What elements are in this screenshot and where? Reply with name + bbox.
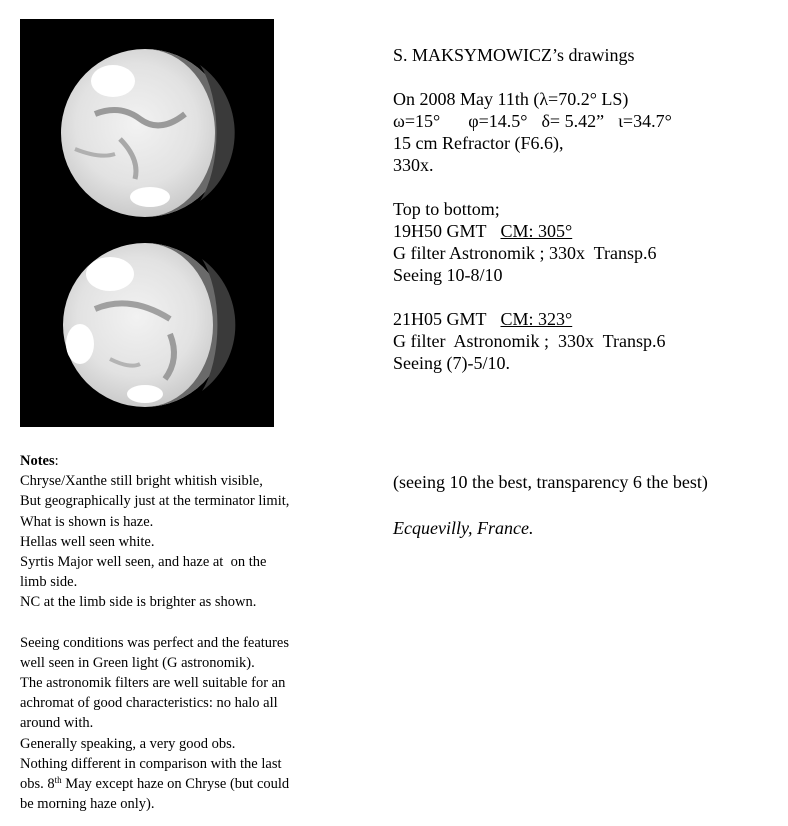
notes-section <box>20 451 360 814</box>
instrument-line: 15 cm Refractor (F6.6), <box>393 133 564 153</box>
mars-drawings-image <box>20 19 274 427</box>
delta-value: δ= 5.42” <box>541 111 605 131</box>
mars-disk-top <box>61 49 235 217</box>
mars-disk-bottom <box>63 243 235 407</box>
notes-colon: : <box>54 453 59 469</box>
session1-filter: G filter Astronomik ; 330x Transp.6 <box>393 243 657 263</box>
iota-value: ι=34.7° <box>618 111 672 131</box>
session1-time: 19H50 GMT <box>393 221 487 241</box>
date-line: On 2008 May 11th (λ=70.2° LS) <box>393 89 629 109</box>
note-line: NC at the limb side is brighter as shown. <box>20 594 257 611</box>
note-line: What is shown is haze. <box>20 513 154 530</box>
scale-footnote: (seeing 10 the best, transparency 6 the best) <box>393 472 708 492</box>
session2-time: 21H05 GMT <box>393 309 487 329</box>
observation-header <box>393 44 672 374</box>
phi-value: φ=14.5° <box>468 111 528 131</box>
note-line: around with. <box>20 715 94 732</box>
note-line: Hellas well seen white. <box>20 533 155 550</box>
note-ordinal-sup: th <box>54 775 62 786</box>
magnification-line: 330x. <box>393 155 434 175</box>
note-line: well seen in Green light (G astronomik). <box>20 654 255 671</box>
omega-value: ω=15° <box>393 111 441 131</box>
session2-seeing: Seeing (7)-5/10. <box>393 353 510 373</box>
session1-cm: CM: 305° <box>500 221 573 241</box>
note-line: Nothing different in comparison with the last <box>20 755 282 772</box>
note-line: Chryse/Xanthe still bright whitish visible, <box>20 473 263 490</box>
notes-title: Notes <box>20 453 55 469</box>
notes-title-line <box>20 451 360 471</box>
note-obs-suffix: May except haze on Chryse (but could <box>61 776 290 793</box>
note-line: be morning haze only). <box>20 796 155 813</box>
mars-disks <box>20 19 274 427</box>
session1-seeing: Seeing 10-8/10 <box>393 265 503 285</box>
session2-time-line <box>393 308 672 330</box>
note-line: achromat of good characteristics: no halo all <box>20 695 278 712</box>
note-line: limb side. <box>20 574 78 591</box>
note-line: The astronomik filters are well suitable for an <box>20 675 286 692</box>
note-line: Generally speaking, a very good obs. <box>20 735 236 752</box>
geometry-line <box>393 110 672 132</box>
session1-time-line <box>393 220 672 242</box>
location: Ecquevilly, France. <box>393 518 534 538</box>
session2-cm: CM: 323° <box>500 309 573 329</box>
sessions-intro: Top to bottom; <box>393 199 500 219</box>
note-obs-prefix: obs. 8 <box>20 776 55 793</box>
note-line: Seeing conditions was perfect and the features <box>20 634 289 651</box>
drawings-title: S. MAKSYMOWICZ’s drawings <box>393 45 635 65</box>
note-line: But geographically just at the terminator limit, <box>20 493 290 510</box>
note-line: Syrtis Major well seen, and haze at on the <box>20 554 267 571</box>
session2-filter: G filter Astronomik ; 330x Transp.6 <box>393 331 666 351</box>
note-line-ordinal <box>20 774 360 794</box>
